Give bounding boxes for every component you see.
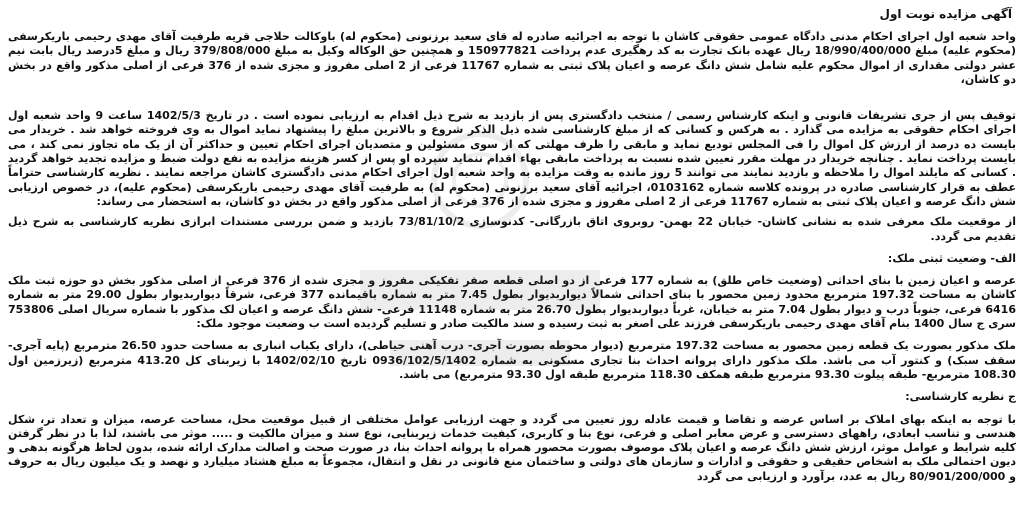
notice-paragraph-auction-terms: توقیف پس از جری تشریفات قانونی و اینکه کارشناس رسمی / منتخب دادگستری پس از بازدید به شرح ذیل اقدام به ارزیابی نموده است . در تاریخ 1402/5/3 ساعت 9 واحد شعبه اول اجرای احکام حقوقی به مزایده می گذارد . به هرکس و کسانی که از مبلغ کارشناسی شده ذیل الذکر شروع و بالاترین مبلغ را پیشنهاد نماید اموال به وی فروخته خواهد شد . خریدار می بایست ده درصد از ارزش کل اموال را فی المجلس تودیع نماید و مابقی را ظرف مهلتی که از سوی مسئولین و متصدیان اجرای احکام تعیین و حداکثر آن از یک ماه تجاوز نمی کند ، می بایست پرداخت نماید . چنانچه خریدار در مهلت مقرر تعیین شده نسبت به پرداخت مابقی بهاء اقدام ننماید سپرده او پس از کسر هزینه مزایده به نفع دولت ضبط و مزایده تجدید خواهد گردید . کسانی که مایلند اموال را ملاحظه و بازدید نمایند می توانند 5 روز مانده به وقت مزایده به واحد شعبه اول اجرای احکام مدنی دادگستری کاشان مراجعه نمایند . نظریه کارشناسی حتراماً عطف به قرار کارشناسی صادره در پرونده کلاسه شماره 0103162، اجرائیه آقای سعید برزنونی (محکوم له) به طرفیت آقای مهدی رحیمی باریکرسفی (محکوم علیه)، در خصوص ارزیابی شش دانگ عرصه و اعیان پلاک ثبتی به شماره 11767 فرعی از 2 اصلی مفروز و مجزی شده از 376 فرعی از اصلی مذکور واقع در بخش دو کاشان، به استحضار می رساند: [8,109,1017,208]
section-heading-registration: الف- وضعیت ثبتی ملک: [887,251,1016,265]
paragraph-spacer [8,93,1016,109]
notice-title: آگهی مزایده نوبت اول [879,7,1012,21]
notice-paragraph-registration: عرصه و اعیان زمین با بنای احداثی (وضعیت خاص طلق) به شماره 177 فرعی از دو اصلی قطعه صفر تفکیکی مفروز و مجزی شده از 376 فرعی از اصلی مذکور بخش دو حوزه ثبت ملک کاشان به مساحت 197.32 مترمربع محدود زمین محصور با بنای احداثی شمالاً دیواربدیوار بطول 7.45 متر به شماره باقیمانده 377 فرعی، شرقاً دیواربدیوار بطول 29.00 متر به شماره 6416 فرعی، جنوباً درب و دیوار بطول 7.04 متر به خیابان، غرباً دیواربدیوار بطول 26.70 متر به شماره 11148 فرعی- شش دانگ عرصه و اعیان لک مذکور با شماره سریال اصلی 753806 سری ج سال 1400 بنام آقای مهدی رحیمی باریکرسفی فرزند علی اصغر به ثبت رسیده و سند مالکیت صادر و تسلیم گردیده است ب وضعیت موجود ملک: [8,274,1017,331]
notice-paragraph-current-status: ملک مذکور بصورت یک قطعه زمین محصور به مساحت 197.32 مترمربع (دیوار محوطه بصورت آجری- درب آهنی حیاطی)، دارای یکباب انباری به مساحت حدود 26.50 مترمربع (پایه آجری- سقف سبک) و کنتور آب می باشد. ملک مذکور دارای پروانه احداث بنا تجاری مسکونی به شماره 0936/102/5/1402 تاریخ 1402/02/10 با زیربنای کل 413.20 مترمربع (زیرزمین اول 108.30 مترمربع- طبقه پیلوت 93.30 مترمربع طبقه همکف 118.30 مترمربع طبقه اول 93.30 مترمربع) می باشد. [8,339,1017,381]
notice-paragraph-location: از موقعیت ملک معرفی شده به نشانی کاشان- خیابان 22 بهمن- روبروی اتاق بازرگانی- کدنوسازی 73/81/10/2 بازدید و ضمن بررسی مستندات ابرازی نظریه کارشناسی به شرح ذیل تقدیم می گردد. [8,215,1016,243]
section-heading-expert-opinion: ج نظریه کارشناسی: [905,390,1016,404]
notice-paragraph-intro: واحد شعبه اول اجرای احکام مدنی دادگاه عمومی حقوقی کاشان با توجه به اجرائیه صادره له قای سعید برزنونی (محکوم له) باوکالت حلاجی قریه طرفیت آقای مهدی رحیمی باریکرسفی (محکوم علیه) مبلغ 18/990/400/000 ریال عهده بانک تجارت به کد رهگیری عدم پرداخت 150977821 و همچنین حق الوکاله وکیل به مبلغ 379/808/000 ریال و مبلغ 5درصد ریال بابت نیم عشر دولتی مقداری از اموال محکوم علیه شامل شش دانگ عرصه و اعیان پلاک ثبتی به شماره 11767 فرعی از 2 اصلی مفروز و مجزی شده از 376 فرعی از اصلی مذکور واقع در بخش دو کاشان، [8,30,1017,86]
notice-paragraph-expert-opinion: با توجه به اینکه بهای املاک بر اساس عرضه و تقاضا و قیمت عادله روز تعیین می گردد و جهت ارزیابی عوامل مختلفی از قبیل موقعیت محل، مساحت عرصه، میزان و تعداد تر، شکل هندسی و تناسب ابعادی، راههای دسترسی و عرض معابر اصلی و فرعی، نوع بنا و کاربری، کیفیت خدمات زیربنایی، نوع سند و میزان مالکیت و ..... موثر می باشند، لذا با در نظر گرفتن کلیه شرایط و عوامل موثر، ارزش شش دانگ عرصه و اعیان پلاک موصوف بصورت محصور همراه با پروانه احداث بنا، در صورت صحت و اصالت مدارک ارائه شده، بدون لحاظ هرگونه بدهی و دیون احتمالی ملک به اشخاص حقیقی و حقوقی و ادارات و سازمان های دولتی و ساختمان منع قانونی در نقل و انتقال، مجموعاً به مبلغ هشتاد میلیارد و نهصد و یک میلیون ریال به حروف و 80/901/200/000 ریال به عدد، برآورد و ارزیابی می گردد [8,412,1016,483]
